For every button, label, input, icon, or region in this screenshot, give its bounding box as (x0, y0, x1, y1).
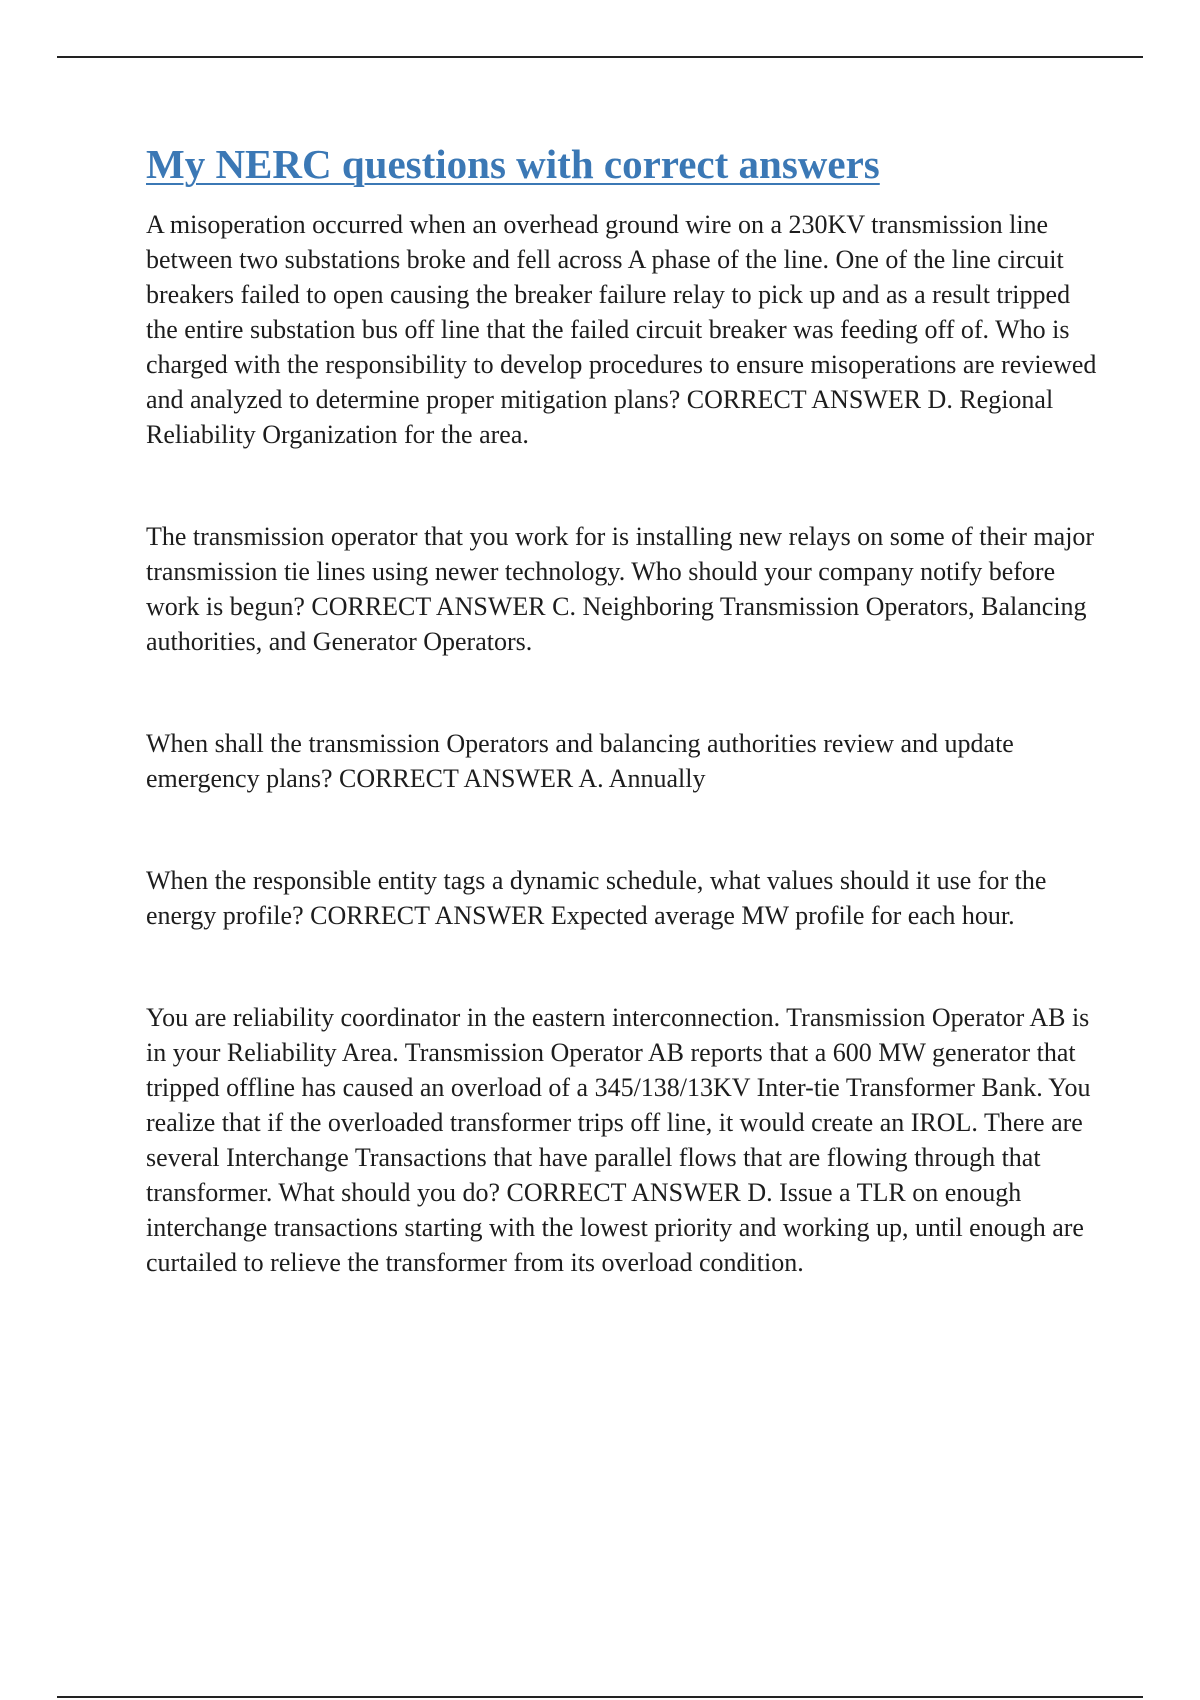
document-title-link[interactable]: My NERC questions with correct answers (146, 141, 880, 187)
header-rule (57, 56, 1143, 58)
footer-rule (57, 1696, 1143, 1698)
question-paragraph: When the responsible entity tags a dynamic schedule, what values should it use for the energy profile? CORRECT ANSWER Expected average MW profile for each hour. (146, 866, 1047, 931)
question-paragraph: When shall the transmission Operators and balancing authorities review and update emergency plans? CORRECT ANSWER A. Annually (146, 729, 1014, 794)
question-paragraph: The transmission operator that you work for is installing new relays on some of their major transmission tie lines using newer technology. Who should your company notify before work is begun? CORRECT ANSWER C. Neighboring Transmission Operators, Balancing authorities, and Generator Operators. (146, 522, 1095, 657)
question-paragraph: You are reliability coordinator in the eastern interconnection. Transmission Operator AB is in your Reliability Area. Transmission Operator AB reports that a 600 MW generator that tripped offline has caused an overload of a 345/138/13KV Inter-tie Transformer Bank. You realize that if the overloaded transformer trips off line, it would create an IROL. There are several Interchange Transactions that have parallel flows that are flowing through that transformer. What should you do? CORRECT ANSWER D. Issue a TLR on enough interchange transactions starting with the lowest priority and working up, until enough are curtailed to relieve the transformer from its overload condition. (146, 1003, 1091, 1278)
document-body (146, 140, 1101, 1347)
question-paragraph: A misoperation occurred when an overhead ground wire on a 230KV transmission line between two substations broke and fell across A phase of the line. One of the line circuit breakers failed to open causing the breaker failure relay to pick up and as a result tripped the entire substation bus off line that the failed circuit breaker was feeding off of. Who is charged with the responsibility to develop procedures to ensure misoperations are reviewed and analyzed to determine proper mitigation plans? CORRECT ANSWER D. Regional Reliability Organization for the area. (146, 210, 1097, 450)
